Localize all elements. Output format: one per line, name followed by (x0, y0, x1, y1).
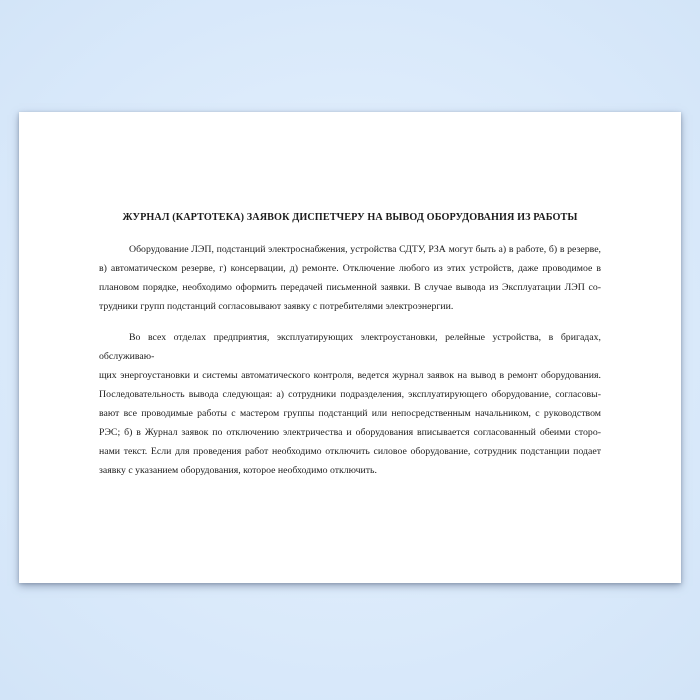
document-title: ЖУРНАЛ (КАРТОТЕКА) ЗАЯВОК ДИСПЕТЧЕРУ НА ВЫВОД ОБОРУДОВАНИЯ ИЗ РАБОТЫ (122, 212, 578, 223)
document-body (99, 240, 601, 480)
text-line: трудники групп подстанций согласовывают заявку с потребителями электроэнергии. (99, 301, 454, 312)
paragraph (99, 328, 601, 480)
text-line: Во всех отделах предприятия, эксплуатирующих электроустановки, релейные устройства, в бригадах, обслуживаю- (99, 332, 601, 362)
text-line: РЭС; б) в Журнал заявок по отключению электричества и оборудования вписывается согласованный обеими сторо- (99, 427, 601, 438)
text-line: вают все проводимые работы с мастером группы подстанций или непосредственным начальником, с руководством (99, 408, 601, 419)
text-line: в) автоматическом резерве, г) консервации, д) ремонте. Отключение любого из этих устройств, даже проводимое в (99, 263, 601, 274)
text-line: заявку с указанием оборудования, которое необходимо отключить. (99, 465, 377, 476)
document-page (19, 112, 681, 583)
text-line: Последовательность вывода следующая: а) сотрудники подразделения, эксплуатирующего оборудование, согласовы- (99, 389, 601, 400)
text-line: щих энергоустановки и системы автоматического контроля, ведется журнал заявок на вывод в ремонт оборудования. (99, 370, 601, 381)
text-line: плановом порядке, необходимо оформить передачей письменной заявки. В случае вывода из Эксплуатации ЛЭП со- (99, 282, 601, 293)
text-line: нами текст. Если для проведения работ необходимо отключить силовое оборудование, сотрудник подстанции подает (99, 446, 601, 457)
text-line: Оборудование ЛЭП, подстанций электроснабжения, устройства СДТУ, РЗА могут быть а) в работе, б) в резерве, (129, 244, 601, 255)
paragraph (99, 240, 601, 316)
